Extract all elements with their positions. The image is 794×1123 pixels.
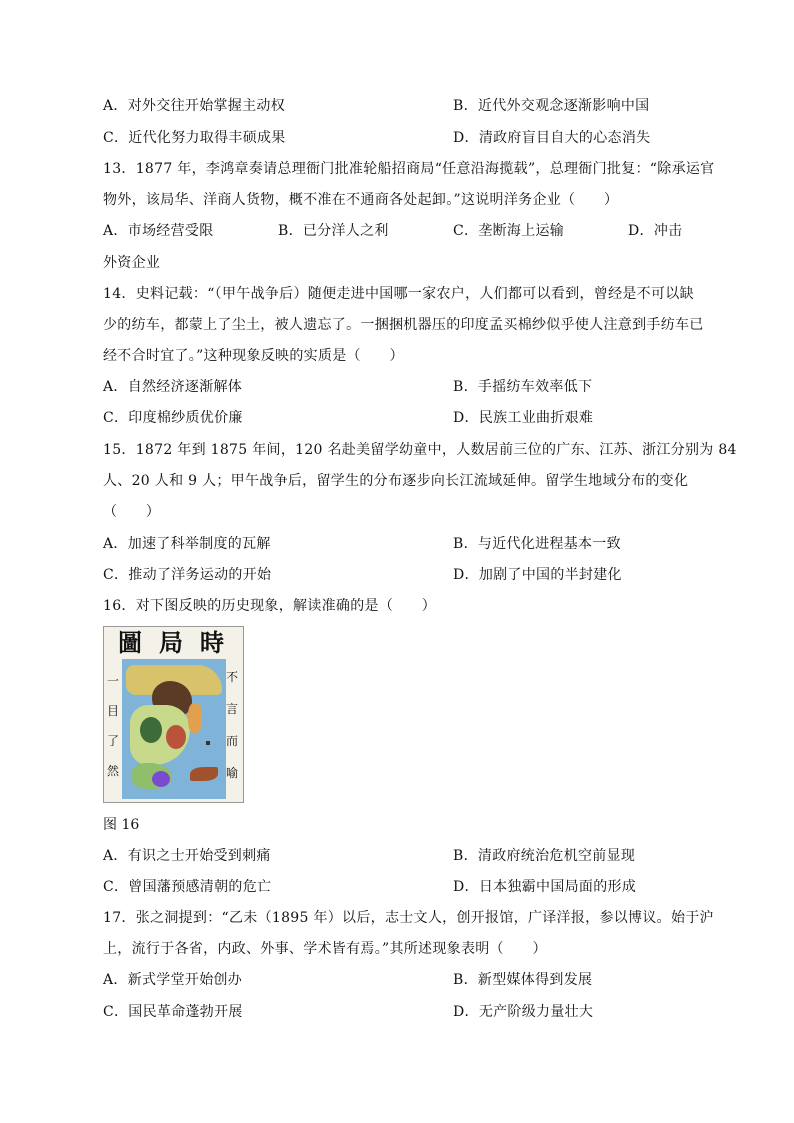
q12-option-d: D．清政府盲目自大的心态消失 — [453, 130, 651, 146]
shiju-tu-cartoon-figure — [103, 626, 244, 803]
q17-stem-line-1: 17．张之洞提到：“乙未（1895 年）以后，志士文人，创开报馆，广译洋报，参以博议。始于沪 — [103, 910, 714, 926]
q14-stem-line-3: 经不合时宜了。”这种现象反映的实质是（ ） — [103, 348, 404, 364]
q17-option-a: A．新式学堂开始创办 — [103, 972, 243, 988]
q17-option-d: D．无产阶级力量壮大 — [453, 1004, 594, 1020]
q14-options-row-1 — [103, 377, 703, 397]
q13-stem-line-1: 13．1877 年，李鸿章奏请总理衙门批准轮船招商局“任意沿海揽载”，总理衙门批复：“除承运官 — [103, 161, 715, 177]
q15-option-a: A．加速了科举制度的瓦解 — [103, 536, 271, 552]
q14-options-row-2 — [103, 408, 703, 428]
q15-stem-line-3: （ ） — [103, 504, 161, 520]
q15-options-row-2 — [103, 565, 703, 585]
q15-option-d: D．加剧了中国的半封建化 — [453, 567, 622, 583]
figure-right-char-3: 而 — [225, 734, 238, 748]
q16-options-row-1 — [103, 846, 703, 866]
q12-options-row-2 — [103, 128, 703, 148]
q12-option-a: A．对外交往开始掌握主动权 — [103, 98, 286, 114]
q13-option-d: D．冲击 — [628, 223, 683, 239]
q16-options-row-2 — [103, 877, 703, 897]
q12-options-row-1 — [103, 96, 703, 116]
q15-stem-line-2: 人、20 人和 9 人；甲午战争后，留学生的分布逐步向长江流域延伸。留学生地域分布的变化 — [103, 473, 689, 489]
q15-options-row-1 — [103, 534, 703, 554]
q12-option-b: B．近代外交观念逐渐影响中国 — [453, 98, 650, 114]
q17-option-c: C．国民革命蓬勃开展 — [103, 1004, 243, 1020]
q16-option-b: B．清政府统治危机空前显现 — [453, 848, 636, 864]
figure-left-char-4: 然 — [106, 764, 119, 778]
q13-options-row — [103, 221, 703, 241]
q14-stem-line-2: 少的纺车，都蒙上了尘土，被人遗忘了。一捆捆机器压的印度孟买棉纱似乎使人注意到手纺车已 — [103, 317, 704, 333]
figure-caption: 图 16 — [103, 817, 140, 833]
q14-option-b: B．手摇纺车效率低下 — [453, 379, 593, 395]
q16-option-c: C．曾国藩预感清朝的危亡 — [103, 879, 272, 895]
figure-left-char-3: 了 — [106, 734, 119, 748]
q13-option-c: C．垄断海上运输 — [453, 223, 565, 239]
q17-option-b: B．新型媒体得到发展 — [453, 972, 593, 988]
figure-right-char-4: 喻 — [225, 766, 238, 780]
q17-options-row-2 — [103, 1002, 703, 1022]
q14-option-d: D．民族工业曲折艰难 — [453, 410, 594, 426]
figure-right-char-1: 不 — [225, 670, 238, 684]
q16-option-d: D．日本独霸中国局面的形成 — [453, 879, 637, 895]
q16-stem: 16．对下图反映的历史现象，解读准确的是（ ） — [103, 598, 437, 614]
figure-title-char-2: 局 — [159, 628, 183, 657]
figure-title-char-1: 圖 — [118, 628, 142, 657]
figure-title-char-3: 時 — [200, 628, 224, 657]
q13-option-a: A．市场经营受限 — [103, 223, 214, 239]
figure-left-char-1: 一 — [106, 674, 119, 688]
q15-option-b: B．与近代化进程基本一致 — [453, 536, 621, 552]
q12-option-c: C．近代化努力取得丰硕成果 — [103, 130, 286, 146]
q13-option-d-continued: 外资企业 — [103, 255, 161, 271]
q17-stem-line-2: 上，流行于各省，内政、外事、学术皆有焉。”其所述现象表明（ ） — [103, 941, 547, 957]
figure-left-char-2: 目 — [106, 704, 119, 718]
figure-right-char-2: 言 — [225, 702, 238, 716]
cartoon-map-illustration — [122, 659, 226, 799]
figure-title — [104, 629, 243, 657]
q14-option-a: A．自然经济逐渐解体 — [103, 379, 243, 395]
q13-option-b: B．已分洋人之利 — [278, 223, 389, 239]
q16-option-a: A．有识之士开始受到刺痛 — [103, 848, 271, 864]
q15-stem-line-1: 15．1872 年到 1875 年间，120 名赴美留学幼童中，人数居前三位的广东、江苏、浙江分别为 84 — [103, 442, 737, 458]
q15-option-c: C．推动了洋务运动的开始 — [103, 567, 272, 583]
q13-stem-line-2: 物外，该局华、洋商人货物，概不准在不通商各处起卸。”这说明洋务企业（ ） — [103, 192, 619, 208]
q14-stem-line-1: 14．史料记载：“（甲午战争后）随便走进中国哪一家农户，人们都可以看到，曾经是不可以缺 — [103, 286, 694, 302]
q17-options-row-1 — [103, 970, 703, 990]
q14-option-c: C．印度棉纱质优价廉 — [103, 410, 243, 426]
